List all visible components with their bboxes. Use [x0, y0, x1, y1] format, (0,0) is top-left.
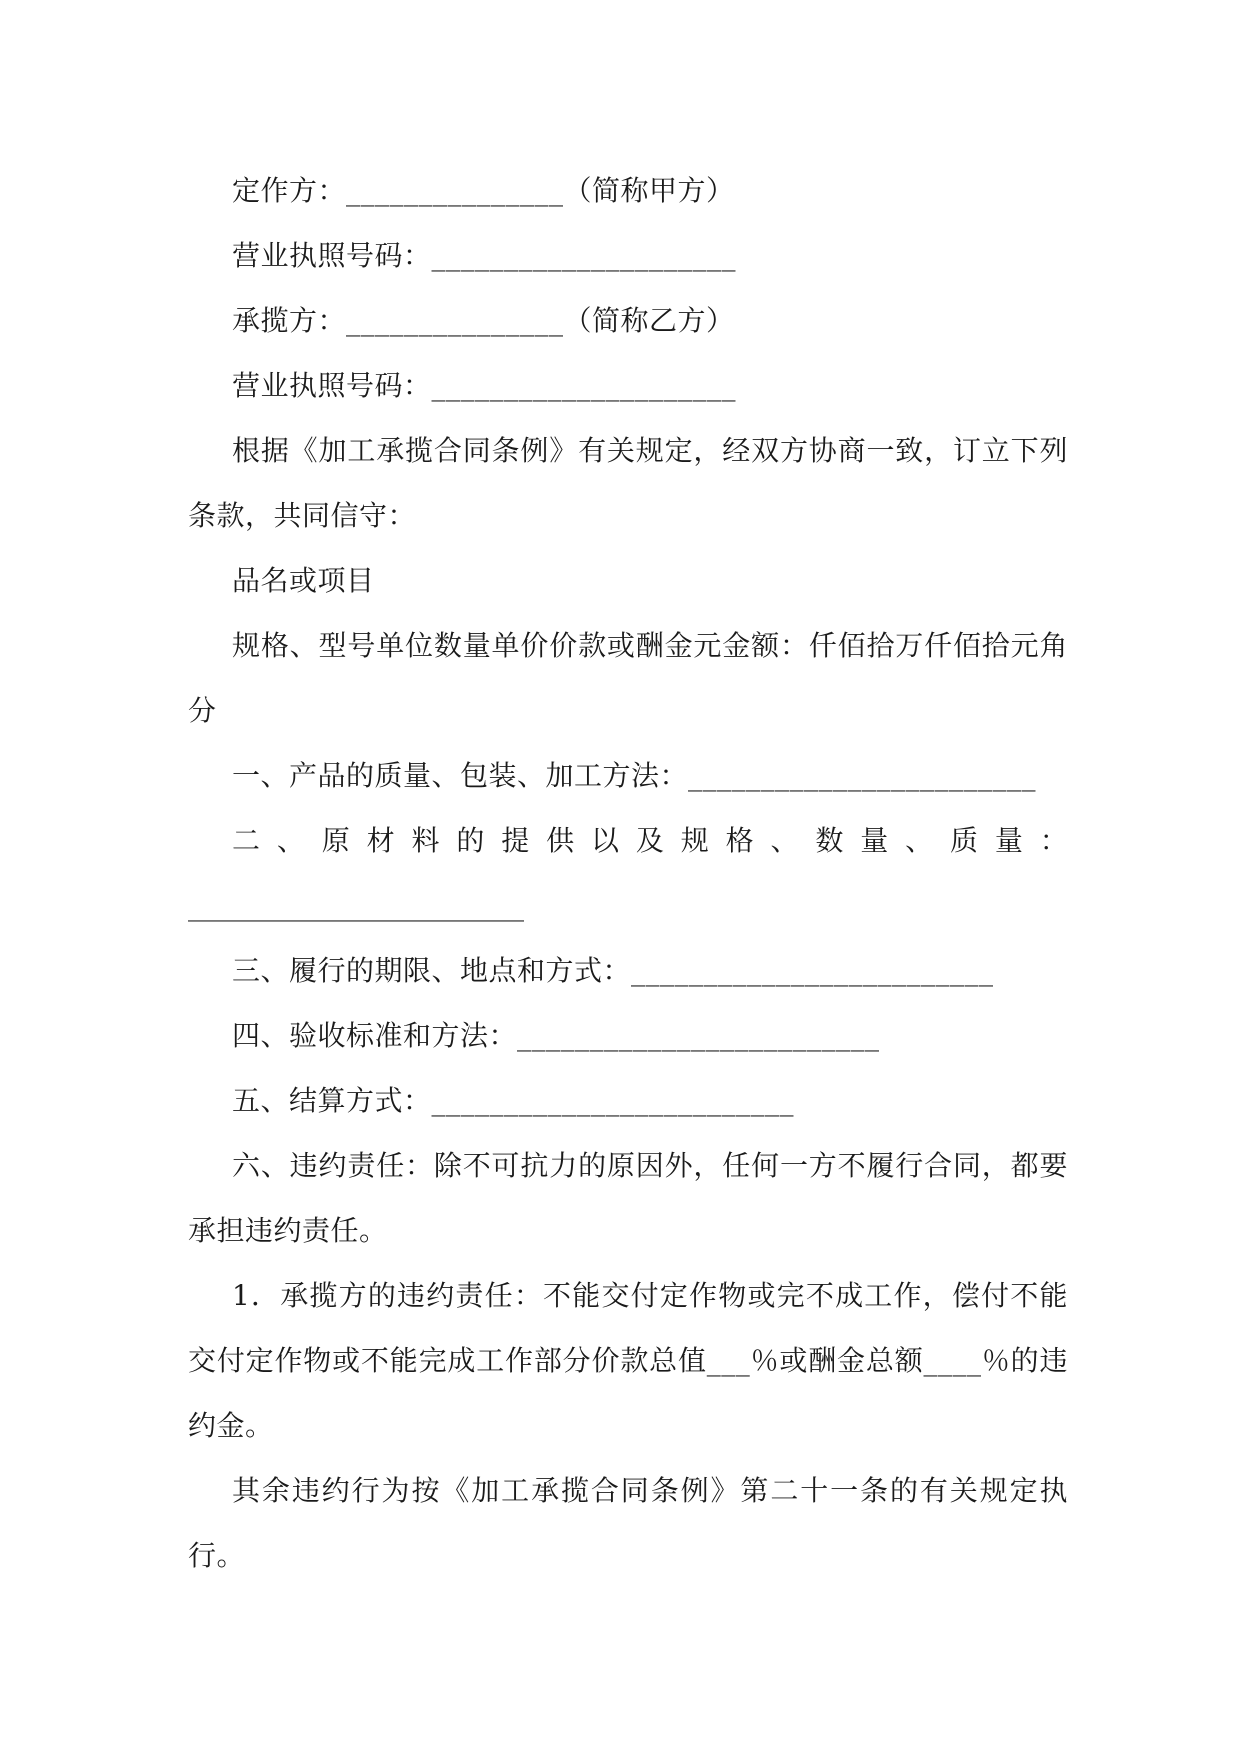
clause-2-char: 量 — [860, 824, 889, 857]
clause-2-char: 质 — [950, 824, 979, 857]
ordering-party-line: 定作方：_______________（简称甲方） — [232, 174, 735, 207]
clause-3-delivery: 三、履行的期限、地点和方式：_________________________ — [232, 954, 994, 987]
clause-2-char: 的 — [456, 824, 485, 857]
clause-6-liability: 六、违约责任：除不可抗力的原因外，任何一方不履行合同，都要承担违约责任。 — [188, 1149, 1068, 1247]
clause-5-settlement: 五、结算方式：_________________________ — [232, 1084, 795, 1117]
clause-2-char: ： — [1039, 824, 1068, 857]
clause-2-char: 提 — [501, 824, 530, 857]
clause-2-char: 、 — [770, 824, 799, 857]
clause-2-char: 原 — [321, 824, 350, 857]
clause-2-char: 规 — [680, 824, 709, 857]
clause-2-char: 、 — [276, 824, 305, 857]
spec-amount-paragraph: 规格、型号单位数量单价价款或酬金元金额：仟佰拾万仟佰拾元角分 — [188, 629, 1068, 727]
clause-4-acceptance: 四、验收标准和方法：_________________________ — [232, 1019, 880, 1052]
clause-2-char: 材 — [366, 824, 395, 857]
preamble-paragraph: 根据《加工承揽合同条例》有关规定，经双方协商一致，订立下列条款，共同信守： — [188, 434, 1068, 532]
clause-2-char: 料 — [411, 824, 440, 857]
clause-2-char: 二 — [232, 824, 261, 857]
contractor-license-line: 营业执照号码：_____________________ — [232, 369, 737, 402]
clause-2-char: 数 — [815, 824, 844, 857]
other-breach-paragraph: 其余违约行为按《加工承揽合同条例》第二十一条的有关规定执行。 — [188, 1474, 1068, 1572]
clause-2-char: 以 — [591, 824, 620, 857]
contract-page — [188, 158, 1068, 1588]
clause-2-char: 供 — [546, 824, 575, 857]
contractor-line: 承揽方：_______________（简称乙方） — [232, 304, 735, 337]
ordering-party-license-line: 营业执照号码：_____________________ — [232, 239, 737, 272]
clause-2-char: 格 — [725, 824, 754, 857]
clause-1-quality: 一、产品的质量、包装、加工方法：________________________ — [232, 759, 1037, 792]
clause-2-char: 量 — [994, 824, 1023, 857]
clause-2-char: 及 — [635, 824, 664, 857]
clause-2-char: 、 — [905, 824, 934, 857]
clause-2-blank: ________________________ — [188, 889, 524, 922]
contractor-liability-paragraph: 1．承揽方的违约责任：不能交付定作物或完不成工作，偿付不能交付定作物或不能完成工作部分价款总值___％或酬金总额____％的违约金。 — [188, 1279, 1068, 1442]
clause-2-materials — [188, 808, 1068, 873]
item-name-line: 品名或项目 — [232, 564, 375, 597]
